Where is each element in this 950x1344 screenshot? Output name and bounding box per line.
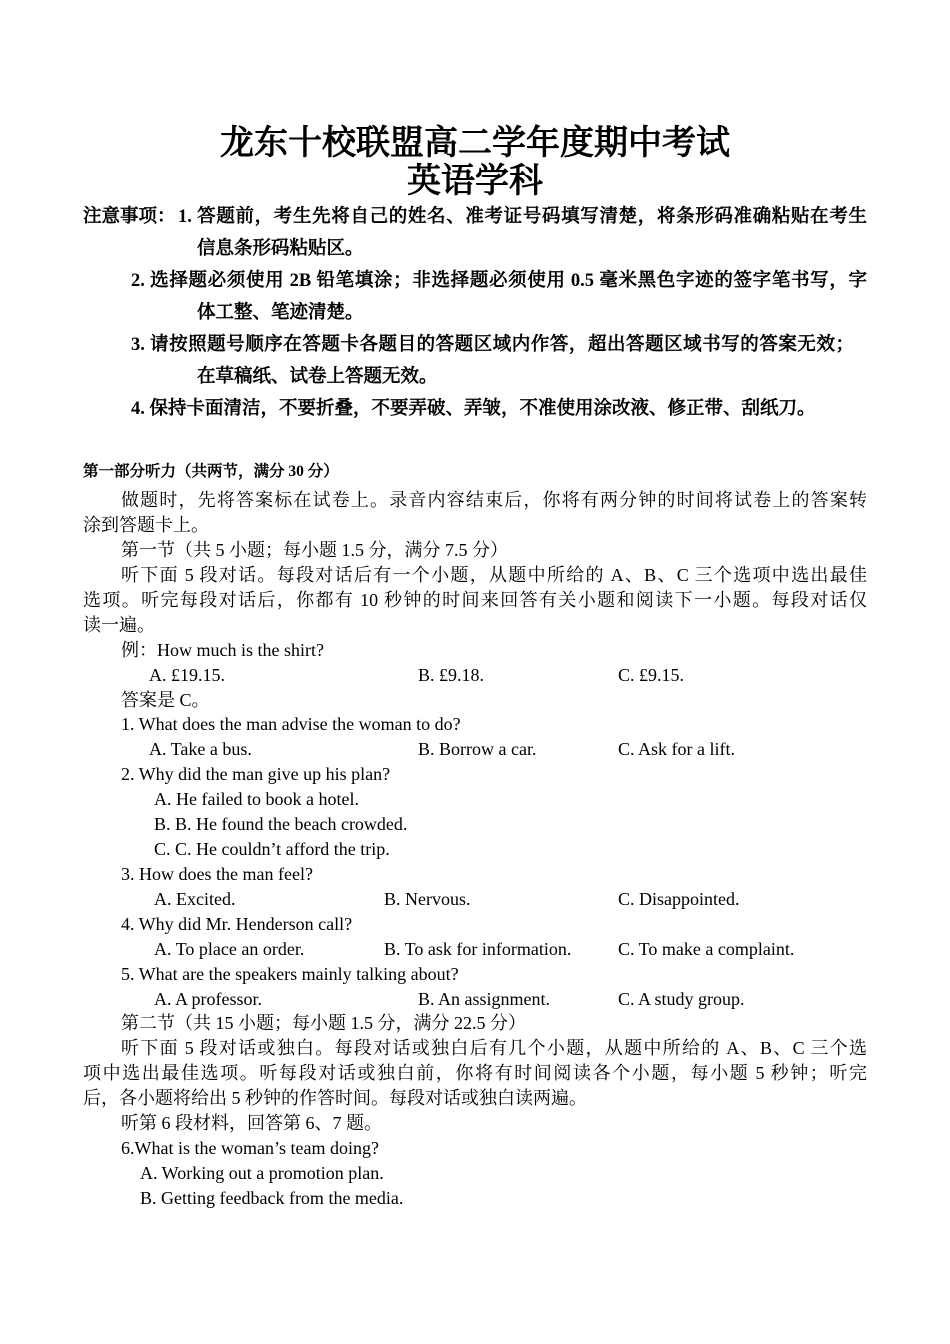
section2-instruction-line3: 后，各小题将给出 5 秒钟的作答时间。每段对话或独白读两遍。 bbox=[83, 1088, 587, 1108]
question-6-option-a: A. Working out a promotion plan. bbox=[140, 1163, 384, 1183]
notice-item-3-line1: 3. 请按照题号顺序在答题卡各题目的答题区域内作答，超出答题区域书写的答案无效； bbox=[131, 335, 854, 355]
example-answer: 答案是 C。 bbox=[121, 690, 210, 710]
question-4-option-a: A. To place an order. bbox=[154, 939, 305, 959]
example-option-a: A. £19.15. bbox=[149, 665, 225, 685]
section1-instruction-line2: 选项。听完每段对话后，你都有 10 秒钟的时间来回答有关小题和阅读下一小题。每段对话仅 bbox=[83, 590, 867, 610]
question-5-option-a: A. A professor. bbox=[154, 989, 262, 1009]
question-1-option-c: C. Ask for a lift. bbox=[618, 739, 735, 759]
question-5-option-c: C. A study group. bbox=[618, 989, 745, 1009]
question-2-option-b: B. B. He found the beach crowded. bbox=[154, 814, 408, 834]
section2-instruction-line2: 项中选出最佳选项。听每段对话或独白前，你将有时间阅读各个小题，每小题 5 秒钟；听完 bbox=[83, 1063, 867, 1083]
question-1-option-a: A. Take a bus. bbox=[149, 739, 252, 759]
notice-item-1-line2: 信息条形码粘贴区。 bbox=[197, 239, 364, 259]
question-6: 6.What is the woman’s team doing? bbox=[121, 1138, 379, 1158]
exam-subject: 英语学科 bbox=[407, 161, 543, 201]
question-5-option-b: B. An assignment. bbox=[418, 989, 551, 1009]
notice-item-4-line1: 4. 保持卡面清洁，不要折叠，不要弄破、弄皱，不准使用涂改液、修正带、刮纸刀。 bbox=[131, 399, 816, 419]
question-3-option-c: C. Disappointed. bbox=[618, 889, 740, 909]
part1-intro-line2: 涂到答题卡上。 bbox=[83, 515, 209, 535]
example-option-c: C. £9.15. bbox=[618, 665, 685, 685]
question-1-option-b: B. Borrow a car. bbox=[418, 739, 537, 759]
exam-title: 龙东十校联盟高二学年度期中考试 bbox=[220, 123, 730, 163]
question-5: 5. What are the speakers mainly talking about? bbox=[121, 964, 459, 984]
question-4-option-c: C. To make a complaint. bbox=[618, 939, 795, 959]
question-3: 3. How does the man feel? bbox=[121, 864, 313, 884]
question-4-option-b: B. To ask for information. bbox=[384, 939, 572, 959]
question-3-option-b: B. Nervous. bbox=[384, 889, 471, 909]
notice-item-1-line1: 1. 答题前，考生先将自己的姓名、准考证号码填写清楚，将条形码准确粘贴在考生 bbox=[178, 207, 867, 227]
example-option-b: B. £9.18. bbox=[418, 665, 485, 685]
notice-label: 注意事项： bbox=[83, 207, 176, 227]
notice-item-2-line1: 2. 选择题必须使用 2B 铅笔填涂；非选择题必须使用 0.5 毫米黑色字迹的签字笔书写，字 bbox=[131, 271, 867, 291]
material-6-heading: 听第 6 段材料，回答第 6、7 题。 bbox=[121, 1113, 382, 1133]
notice-item-3-line2: 在草稿纸、试卷上答题无效。 bbox=[197, 367, 438, 387]
part1-intro-line1: 做题时，先将答案标在试卷上。录音内容结束后，你将有两分钟的时间将试卷上的答案转 bbox=[121, 490, 867, 510]
notice-item-2-line2: 体工整、笔迹清楚。 bbox=[197, 303, 364, 323]
section2-instruction-line1: 听下面 5 段对话或独白。每段对话或独白后有几个小题，从题中所给的 A、B、C 三个选 bbox=[121, 1038, 867, 1058]
section2-title: 第二节（共 15 小题；每小题 1.5 分，满分 22.5 分） bbox=[121, 1013, 526, 1033]
section1-instruction-line3: 读一遍。 bbox=[83, 615, 155, 635]
question-2-option-a: A. He failed to book a hotel. bbox=[154, 789, 359, 809]
section1-title: 第一节（共 5 小题；每小题 1.5 分，满分 7.5 分） bbox=[121, 540, 508, 560]
section1-instruction-line1: 听下面 5 段对话。每段对话后有一个小题，从题中所给的 A、B、C 三个选项中选出最佳 bbox=[121, 565, 867, 585]
question-2-option-c: C. C. He couldn’t afford the trip. bbox=[154, 839, 390, 859]
part1-heading: 第一部分听力（共两节，满分 30 分） bbox=[83, 463, 339, 480]
question-2: 2. Why did the man give up his plan? bbox=[121, 764, 391, 784]
question-6-option-b: B. Getting feedback from the media. bbox=[140, 1188, 404, 1208]
example-question: 例：How much is the shirt? bbox=[121, 640, 324, 660]
question-4: 4. Why did Mr. Henderson call? bbox=[121, 914, 353, 934]
question-3-option-a: A. Excited. bbox=[154, 889, 236, 909]
question-1: 1. What does the man advise the woman to do? bbox=[121, 714, 461, 734]
